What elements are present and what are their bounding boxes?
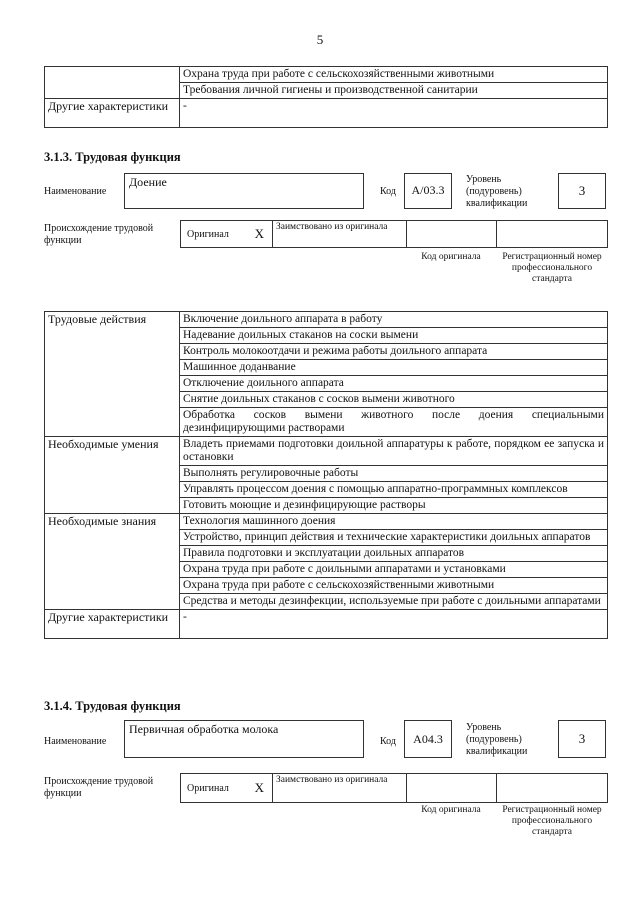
table-cell: Охрана труда при работе с сельскохозяйственными животными xyxy=(180,578,608,594)
code-value: A04.3 xyxy=(413,732,443,746)
table-cell: Обработка сосков вымени животного после доения специальными дезинфицирующими растворами xyxy=(180,408,608,437)
origin-label: Происхождение трудовой функции xyxy=(44,223,154,246)
level-box xyxy=(558,720,606,758)
origin-row xyxy=(180,220,608,248)
group-label: Трудовые действия xyxy=(45,312,180,437)
original-mark: X xyxy=(254,226,264,241)
table-cell: Технология машинного доения xyxy=(180,514,608,530)
function-name-box xyxy=(124,720,364,758)
reg-number-cell xyxy=(497,774,607,802)
level-box xyxy=(558,173,606,209)
original-cell xyxy=(181,774,273,802)
table-cell: Включение доильного аппарата в работу xyxy=(180,312,608,328)
section-heading: 3.1.3. Трудовая функция xyxy=(44,150,181,164)
section-heading: 3.1.4. Трудовая функция xyxy=(44,699,181,713)
function-name: Первичная обработка молока xyxy=(129,722,279,736)
function-name-box xyxy=(124,173,364,209)
code-label: Код xyxy=(380,736,396,747)
code-box xyxy=(404,173,452,209)
row-label: Другие характеристики xyxy=(45,99,180,128)
row-text: - xyxy=(180,99,608,128)
code-value: A/03.3 xyxy=(411,183,445,197)
table-cell: Выполнять регулировочные работы xyxy=(180,466,608,482)
original-label: Оригинал xyxy=(187,782,229,794)
reg-number-caption: Регистрационный номер профессионального стандарта xyxy=(502,805,602,837)
original-label: Оригинал xyxy=(187,228,229,240)
group-label: Необходимые знания xyxy=(45,514,180,610)
table-cell: Отключение доильного аппарата xyxy=(180,376,608,392)
table-cell: Охрана труда при работе с доильными аппаратами и установками xyxy=(180,562,608,578)
table-cell: Надевание доильных стаканов на соски вымени xyxy=(180,328,608,344)
origin-row xyxy=(180,773,608,803)
row-label xyxy=(45,67,180,99)
table-row xyxy=(45,312,608,328)
row-text: Охрана труда при работе с сельскохозяйственными животными xyxy=(180,67,608,83)
level-label: Уровень (подуровень) квалификации xyxy=(466,174,528,209)
table-row xyxy=(45,99,608,128)
table-row xyxy=(45,610,608,639)
level-value: 3 xyxy=(578,731,586,746)
row-text: Требования личной гигиены и производственной санитарии xyxy=(180,83,608,99)
code-label: Код xyxy=(380,186,396,197)
function-name: Доение xyxy=(129,175,167,189)
code-original-cell xyxy=(407,774,497,802)
table-cell: Устройство, принцип действия и технические характеристики доильных аппаратов xyxy=(180,530,608,546)
table-cell: Готовить моющие и дезинфицирующие растворы xyxy=(180,498,608,514)
code-original-caption: Код оригинала xyxy=(421,252,481,262)
function-table xyxy=(44,311,608,639)
origin-label: Происхождение трудовой функции xyxy=(44,776,154,799)
table-cell: Правила подготовки и эксплуатации доильных аппаратов xyxy=(180,546,608,562)
borrowed-label: Заимствовано из оригинала xyxy=(276,222,388,232)
group-label: Необходимые умения xyxy=(45,437,180,514)
original-mark: X xyxy=(254,780,264,795)
borrowed-cell xyxy=(273,221,407,247)
borrowed-cell xyxy=(273,774,407,802)
table-cell: Владеть приемами подготовки доильной аппаратуры к работе, порядком ее запуска и остановки xyxy=(180,437,608,466)
table-cell: Управлять процессом доения с помощью аппаратно-программных комплексов xyxy=(180,482,608,498)
level-value: 3 xyxy=(578,183,586,198)
table-cell: - xyxy=(180,610,608,639)
top-table xyxy=(44,66,608,128)
borrowed-label: Заимствовано из оригинала xyxy=(276,775,388,785)
code-box xyxy=(404,720,452,758)
code-original-caption: Код оригинала xyxy=(421,805,481,815)
table-cell: Снятие доильных стаканов с сосков вымени животного xyxy=(180,392,608,408)
group-label: Другие характеристики xyxy=(45,610,180,639)
table-row xyxy=(45,67,608,83)
level-label: Уровень (подуровень) квалификации xyxy=(466,722,528,757)
original-cell xyxy=(181,221,273,247)
reg-number-caption: Регистрационный номер профессионального стандарта xyxy=(502,252,602,284)
name-label: Наименование xyxy=(44,186,107,197)
table-row xyxy=(45,437,608,466)
table-cell: Контроль молокоотдачи и режима работы доильного аппарата xyxy=(180,344,608,360)
table-cell: Средства и методы дезинфекции, используемые при работе с доильными аппаратами xyxy=(180,594,608,610)
table-cell: Машинное доданвание xyxy=(180,360,608,376)
table-row xyxy=(45,514,608,530)
page-number: 5 xyxy=(316,32,324,47)
reg-number-cell xyxy=(497,221,607,247)
name-label: Наименование xyxy=(44,736,107,747)
code-original-cell xyxy=(407,221,497,247)
